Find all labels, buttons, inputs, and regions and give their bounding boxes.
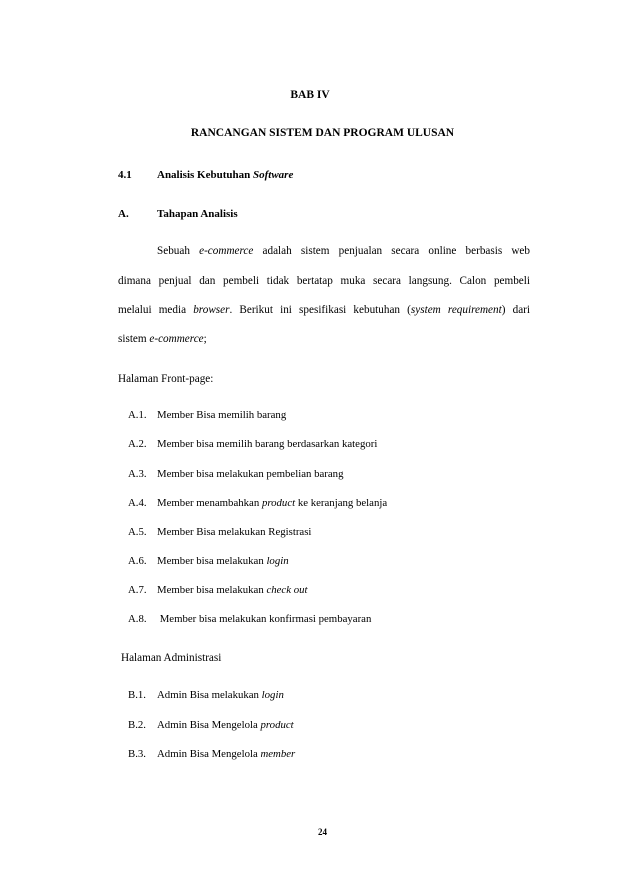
- list-item-number: A.8.: [128, 613, 147, 625]
- list-item-text: Member Bisa memilih barang: [157, 409, 287, 421]
- list-item-italic: login: [261, 689, 284, 701]
- section-title: [157, 169, 293, 181]
- list-item-italic: product: [260, 719, 294, 731]
- list-item-italic: check out: [266, 584, 308, 596]
- section-title-italic: Software: [252, 169, 294, 181]
- list-item: [157, 689, 284, 701]
- list-item: [157, 748, 295, 760]
- section-title-text: Analisis Kebutuhan: [157, 169, 253, 181]
- list-item-text: Member menambahkan: [157, 497, 262, 509]
- list-item: [157, 613, 371, 625]
- list-item-text: Member Bisa melakukan Registrasi: [157, 526, 312, 538]
- front-page-label: Halaman Front-page:: [118, 373, 214, 385]
- list-item-text: Member bisa melakukan: [157, 584, 267, 596]
- paragraph-line-1: [157, 245, 530, 257]
- subsection-title: Tahapan Analisis: [157, 208, 238, 220]
- page-number: 24: [318, 827, 327, 837]
- list-item-italic: login: [266, 555, 289, 567]
- admin-label: Halaman Administrasi: [121, 652, 222, 664]
- list-item-number: A.7.: [128, 584, 147, 596]
- paragraph-text: sistem: [118, 333, 150, 345]
- list-item-text: Admin Bisa melakukan: [157, 689, 262, 701]
- list-item: [157, 468, 343, 480]
- list-item-number: A.4.: [128, 497, 147, 509]
- paragraph-line-3: [118, 304, 530, 316]
- list-item-number: B.3.: [128, 748, 146, 760]
- list-item: [157, 497, 387, 509]
- paragraph-italic: e-commerce: [199, 245, 254, 257]
- paragraph-italic: e-commerce: [149, 333, 204, 345]
- list-item-text: ke keranjang belanja: [295, 497, 388, 509]
- list-item-number: A.3.: [128, 468, 147, 480]
- list-item: [157, 526, 311, 538]
- list-item-number: A.6.: [128, 555, 147, 567]
- list-item-text: Member bisa melakukan konfirmasi pembayaran: [157, 613, 372, 625]
- list-item-text: Member bisa memilih barang berdasarkan kategori: [157, 438, 378, 450]
- paragraph-line-2: dimana penjual dan pembeli tidak bertatap muka secara langsung. Calon pembeli: [118, 275, 530, 287]
- list-item: [157, 438, 377, 450]
- list-item-number: A.1.: [128, 409, 147, 421]
- list-item-number: B.2.: [128, 719, 146, 731]
- list-item: [157, 584, 308, 596]
- paragraph-text: ;: [203, 333, 207, 345]
- paragraph-text: adalah sistem penjualan secara online berbasis web: [253, 245, 530, 257]
- chapter-title: RANCANGAN SISTEM DAN PROGRAM ULUSAN: [190, 127, 455, 139]
- list-item-text: Member bisa melakukan pembelian barang: [157, 468, 344, 480]
- section-number: 4.1: [118, 169, 132, 181]
- list-item-italic: product: [261, 497, 296, 509]
- paragraph-text: melalui media: [118, 304, 194, 316]
- list-item-italic: member: [260, 748, 296, 760]
- paragraph-line-4: [118, 333, 207, 345]
- list-item: [157, 409, 286, 421]
- list-item-number: A.5.: [128, 526, 147, 538]
- paragraph-text: Sebuah: [157, 245, 200, 257]
- paragraph-text: ) dari: [501, 304, 530, 316]
- list-item-number: B.1.: [128, 689, 146, 701]
- list-item-text: Admin Bisa Mengelola: [157, 719, 261, 731]
- list-item-text: Member bisa melakukan: [157, 555, 267, 567]
- chapter-heading: BAB IV: [290, 89, 330, 101]
- subsection-number: A.: [118, 208, 129, 220]
- list-item-number: A.2.: [128, 438, 147, 450]
- paragraph-text: . Berikut ini spesifikasi kebutuhan (: [229, 304, 411, 316]
- list-item: [157, 719, 294, 731]
- paragraph-italic: browser: [193, 304, 230, 316]
- paragraph-italic: system requirement: [410, 304, 502, 316]
- list-item-text: Admin Bisa Mengelola: [157, 748, 261, 760]
- list-item: [157, 555, 289, 567]
